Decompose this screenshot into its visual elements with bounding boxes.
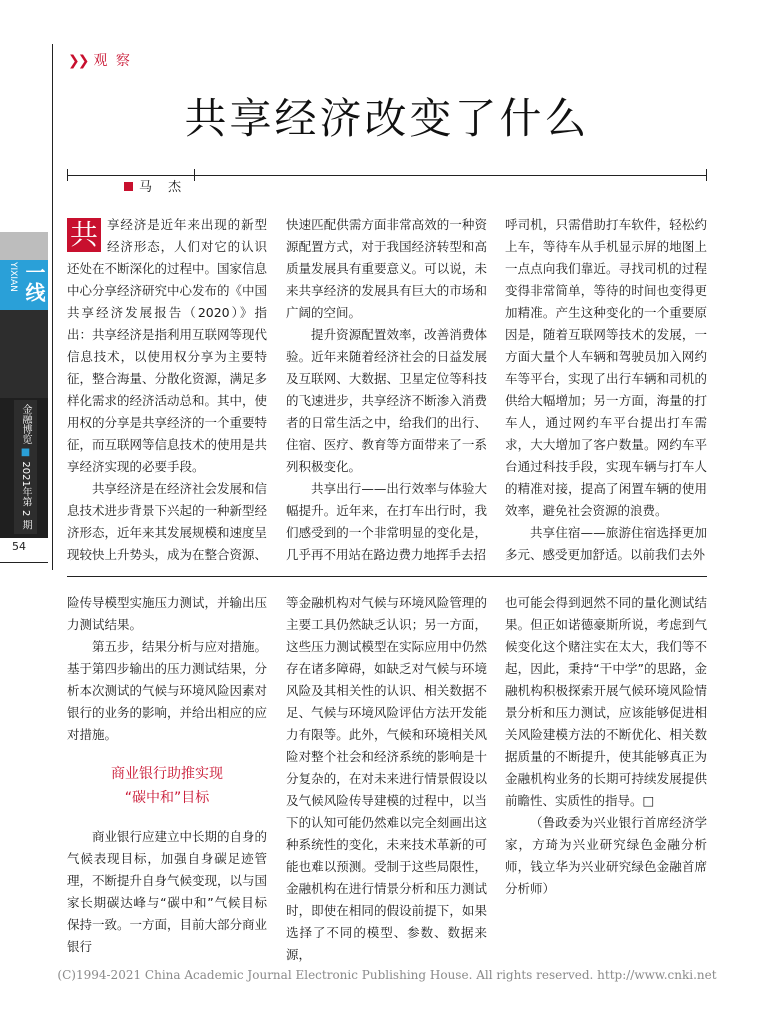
page-number-rule <box>0 562 48 563</box>
paragraph: 第五步，结果分析与应对措施。基于第四步输出的压力测试结果，分析本次测试的气候与环境风险因素对银行的业务的影响，并给出相应的应对措施。 <box>67 639 268 742</box>
bottom-column-3 <box>505 592 707 900</box>
paragraph: 快速匹配供需方面非常高效的一种资源配置方式，对于我国经济转型和高质量发展具有重要意义。可以说，未来共享经济的发展具有巨大的市场和广阔的空间。 <box>286 217 487 320</box>
journal-name: 金融博览 <box>20 404 31 444</box>
paragraph <box>67 214 267 478</box>
author-rule-tick-left <box>67 169 68 181</box>
author <box>124 176 187 195</box>
paragraph: 等金融机构对气候与环境风险管理的主要工具仍然缺乏认识；另一方面，这些压力测试模型在实际应用中仍然存在诸多障碍，如缺乏对气候与环境风险及其相关性的认识、相关数据不足、气候与环境风险评估方法开发能力有限等。此外，气候和环境相关风险对整个社会和经济系统的影响是十分复杂的，在对未来进行情景假设以及气候风险传导建模的过程中，以当下的认知可能仍然难以完全刻画出这种系统性的变化，未来技术革新的可能也难以预测。受制于这些局限性，金融机构在进行情景分析和压力测试时，即使在相同的假设前提下，如果选择了不同的模型、参数、数据来源， <box>286 595 487 962</box>
sidebar-section-label: 一线 <box>22 262 46 302</box>
author-rule-tick-right <box>706 169 707 181</box>
separator-square-icon: ■ <box>20 447 31 459</box>
paragraph: 也可能会得到迥然不同的量化测试结果。但正如诺德豪斯所说，考虑到气候变化这个赌注实在太大，我们等不起，因此，秉持“干中学”的思路，金融机构积极探索开展气候环境风险情景分析和压力测试，应该能够促进相关风险建模方法的不断优化、相关数据质量的不断提升，使其能够真正为金融机构业务的长期可持续发展提供前瞻性、实质性的指导。□ <box>505 595 707 808</box>
paragraph: 共享经济是在经济社会发展和信息技术进步背景下兴起的一种新型经济形态，近年来其发展规模和速度呈现较快上升势头，成为在整合资源、 <box>67 481 268 562</box>
paragraph: 商业银行应建立中长期的自身的气候表现目标，加强自身碳足迹管理，不断提升自身气候变现，以与国家长期碳达峰与“碳中和”气候目标保持一致。一方面，目前大部分商业银行 <box>67 829 268 954</box>
author-rule-tick-mid <box>194 169 195 181</box>
top-column-1 <box>67 214 267 566</box>
article-title: 共享经济改变了什么 <box>184 94 590 143</box>
page-number: 54 <box>12 540 26 553</box>
bottom-column-1 <box>67 592 267 958</box>
section-divider <box>67 576 707 577</box>
author-bio: （鲁政委为兴业银行首席经济学家，方琦为兴业研究绿色金融分析师，钱立华为兴业研究绿色金融首席分析师） <box>505 815 707 896</box>
sidebar-pinyin: YIXIAN <box>8 262 18 292</box>
paragraph: 险传导模型实施压力测试，并输出压力测试结果。 <box>67 595 268 632</box>
paragraph-text: 享经济是近年来出现的新型经济形态，人们对它的认识还处在不断深化的过程中。国家信息中心分享经济研究中心发布的《中国共享经济发展报告（2020）》指出：共享经济是指利用互联网等现代信息技术，以使用权分享为主要特征，整合海量、分散化资源，满足多样化需求的经济活动总和。其中，使用权的分享是共享经济的一个重要特征，而互联网等信息技术的使用是共享经济实现的必要手段。 <box>67 217 268 474</box>
paragraph: 共享住宿——旅游住宿选择更加多元、感受更加舒适。以前我们去外 <box>505 525 707 562</box>
section-label: 观 察 <box>93 53 132 69</box>
subheading-line-1: 商业银行助推实现 <box>111 766 223 782</box>
paragraph: 呼司机，只需借助打车软件，轻松约上车，等待车从手机显示屏的地图上一点点向我们靠近。寻找司机的过程变得非常简单，等待的时间也变得更加精准。产生这种变化的一个重要原因是，随着互联网等技术的发展，一方面大量个人车辆和驾驶员加入网约车等平台，实现了出行车辆和司机的供给大幅增加；另一方面，海量的打车人，通过网约车平台提出打车需求，大大增加了客户数量。网约车平台通过科技手段，实现车辆与打车人的精准对接，提高了闲置车辆的使用效率，避免社会资源的浪费。 <box>505 217 707 518</box>
paragraph: 共享出行——出行效率与体验大幅提升。近年来，在打车出行时，我们感受到的一个非常明显的变化是，几乎再不用站在路边费力地挥手去招 <box>286 481 487 562</box>
paragraph: 提升资源配置效率，改善消费体验。近年来随着经济社会的日益发展及互联网、大数据、卫星定位等科技的飞速进步，共享经济不断渗入消费者的日常生活之中，给我们的出行、住宿、医疗、教育等方面带来了一系列积极变化。 <box>286 327 487 474</box>
drop-cap: 共 <box>67 218 101 252</box>
section-subheading <box>67 762 267 810</box>
copyright-footer: (C)1994-2021 China Academic Journal Electronic Publishing House. All rights reserved. http://www.cnki.net <box>57 968 717 982</box>
top-column-3 <box>505 214 707 566</box>
top-column-2 <box>286 214 487 566</box>
double-chevron-icon: ❯❯ <box>68 53 88 69</box>
sidebar-journal-info <box>14 400 37 534</box>
subheading-line-2: “碳中和”目标 <box>124 790 210 806</box>
sidebar-gray-band <box>0 232 48 260</box>
journal-issue: 2021年第 2 期 <box>20 461 31 530</box>
bottom-column-2 <box>286 592 487 966</box>
red-square-icon <box>124 182 133 191</box>
author-name: 马 杰 <box>139 180 188 195</box>
section-tag <box>68 50 132 70</box>
